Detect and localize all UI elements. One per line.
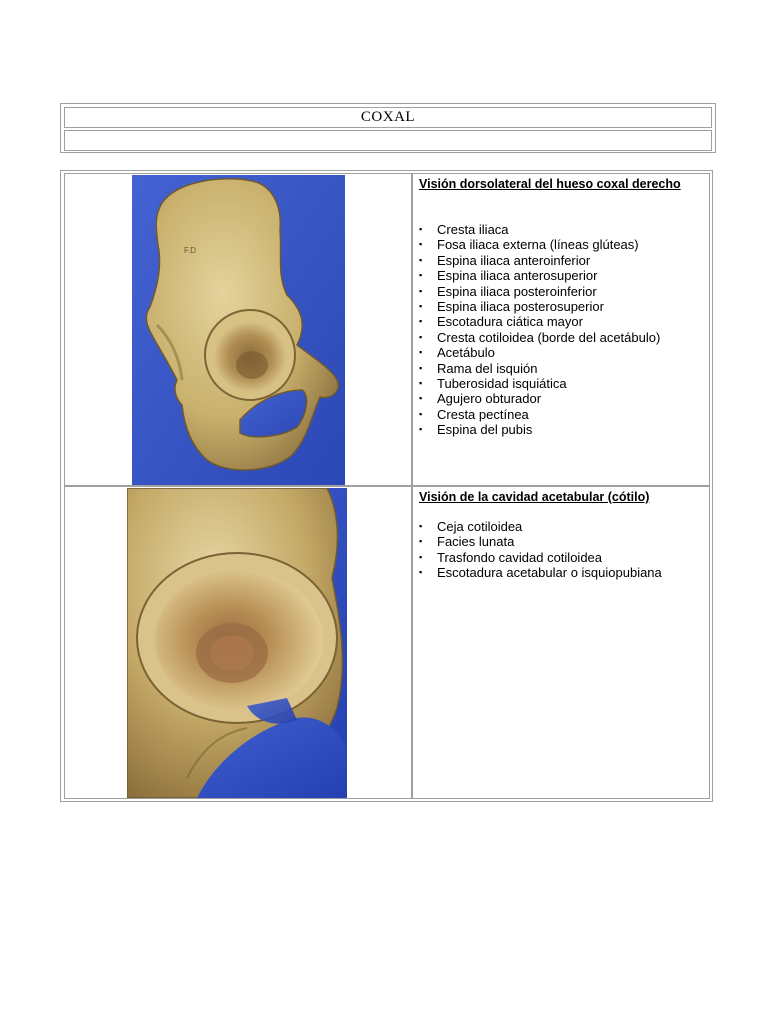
text-cell-acetabular (412, 486, 710, 799)
list-item: ▪ Tuberosidad isquiática (419, 376, 660, 391)
list-item: ▪ Espina iliaca anteroinferior (419, 253, 660, 268)
list-item: ▪ Cresta pectínea (419, 407, 660, 422)
subtitle-cell (64, 130, 712, 151)
list-item: ▪ Ceja cotiloidea (419, 519, 662, 534)
content-table (60, 170, 713, 802)
svg-text:F.D: F.D (184, 246, 196, 255)
section-title-dorsolateral: Visión dorsolateral del hueso coxal derecho (419, 177, 681, 191)
list-item: ▪ Fosa iliaca externa (líneas glúteas) (419, 237, 660, 252)
list-item: ▪ Cresta iliaca (419, 222, 660, 237)
list-item: ▪ Agujero obturador (419, 391, 660, 406)
image-cell-dorsolateral (64, 173, 412, 486)
page-title: COXAL (360, 109, 416, 125)
text-cell-dorsolateral (412, 173, 710, 486)
list-item: ▪ Rama del isquión (419, 361, 660, 376)
title-cell (64, 107, 712, 128)
coxal-dorsolateral-photo (132, 175, 345, 485)
acetabular-cavity-photo (127, 488, 347, 798)
list-item: ▪ Espina del pubis (419, 422, 660, 437)
list-item: ▪ Facies lunata (419, 534, 662, 549)
list-item: ▪ Escotadura acetabular o isquiopubiana (419, 565, 662, 580)
list-item: ▪ Acetábulo (419, 345, 660, 360)
list-item: ▪ Trasfondo cavidad cotiloidea (419, 550, 662, 565)
section-title-acetabular: Visión de la cavidad acetabular (cótilo) (419, 490, 650, 504)
list-item: ▪ Espina iliaca posteroinferior (419, 284, 660, 299)
title-table (60, 103, 716, 153)
structure-list-dorsolateral (419, 222, 660, 438)
structure-list-acetabular (419, 519, 662, 581)
list-item: ▪ Espina iliaca anterosuperior (419, 268, 660, 283)
list-item: ▪ Espina iliaca posterosuperior (419, 299, 660, 314)
list-item: ▪ Escotadura ciática mayor (419, 314, 660, 329)
image-cell-acetabular (64, 486, 412, 799)
list-item: ▪ Cresta cotiloidea (borde del acetábulo) (419, 330, 660, 345)
